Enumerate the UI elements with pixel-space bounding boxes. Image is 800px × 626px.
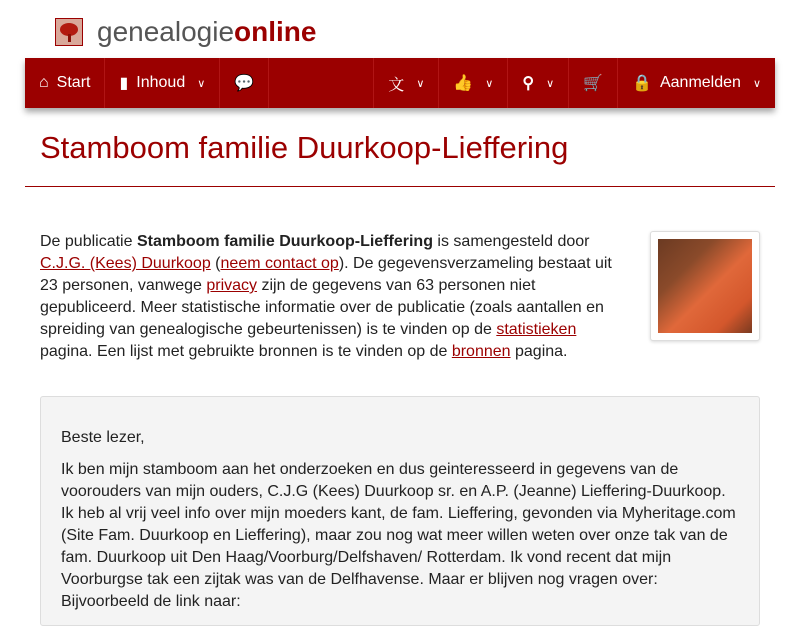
logo-text-genealogie: genealogie [97, 16, 235, 47]
lock-icon: 🔒 [632, 75, 652, 92]
title-divider [25, 186, 775, 187]
nav-login[interactable] [618, 58, 775, 108]
thumbs-up-icon: 👍 [453, 75, 474, 92]
nav-inhoud[interactable] [105, 58, 220, 108]
author-photo[interactable] [650, 231, 760, 341]
privacy-link[interactable]: privacy [206, 277, 258, 294]
intro-text: ). De gegevensverzameling bestaat uit 23 personen, vanwege [40, 255, 612, 294]
search-icon: ⚲ [522, 75, 535, 92]
chevron-down-icon: ∨ [546, 77, 555, 90]
nav-like[interactable] [439, 58, 508, 108]
book-icon: ▮ [119, 75, 129, 92]
nav-inhoud-label: Inhoud [136, 74, 186, 91]
translate-icon: 文 [388, 76, 405, 94]
message-greeting: Beste lezer, [61, 429, 145, 446]
intro-text: pagina. [510, 343, 568, 360]
logo-text-online: online [234, 16, 317, 47]
publication-intro [40, 231, 630, 363]
tree-logo-icon [55, 18, 83, 46]
statistics-link[interactable]: statistieken [496, 321, 577, 338]
intro-text: ( [210, 255, 221, 272]
chevron-down-icon: ∨ [416, 77, 425, 90]
nav-login-label: Aanmelden [659, 74, 741, 91]
author-message [40, 396, 760, 626]
page-title: Stamboom familie Duurkoop-Lieffering [40, 130, 569, 165]
nav-comments[interactable] [220, 58, 269, 108]
cart-icon: 🛒 [583, 75, 604, 92]
author-link[interactable]: C.J.G. (Kees) Duurkoop [40, 255, 211, 272]
intro-text: is samengesteld door [432, 233, 590, 250]
chevron-down-icon: ∨ [752, 77, 761, 90]
chevron-down-icon: ∨ [197, 77, 206, 90]
site-logo[interactable] [55, 16, 316, 48]
contact-link[interactable]: neem contact op [220, 255, 339, 272]
comments-icon: 💬 [234, 75, 255, 92]
home-icon: ⌂ [39, 74, 49, 91]
publication-name: Stamboom familie Duurkoop-Lieffering [136, 233, 433, 250]
intro-text: pagina. Een lijst met gebruikte bronnen is te vinden op de [40, 343, 452, 360]
author-photo-image [658, 239, 752, 333]
message-body: Ik ben mijn stamboom aan het onderzoeken en dus geinteresseerd in gegevens van de voorouders van mijn ouders, C.J.G (Kees) Duurkoop sr. en A.P. (Jeanne) Lieffering-Duurkoop. Ik heb al vrij veel info over mijn moeders kant, de fam. Lieffering, gevonden via Myheritage.com (Site Fam. Duurkoop en Lieffering), maar zou nog wat meer willen weten over onze tak van de fam. Duurkoop uit Den Haag/Voorburg/Delfshaven/ Rotterdam. Ik vond recent dat mijn Voorburgse tak een zijtak was van de Delfhavense. Maar er blijven nog vragen over: Bijvoorbeeld de link naar: [61, 461, 736, 610]
nav-search[interactable] [508, 58, 569, 108]
intro-text: De publicatie [40, 233, 137, 250]
chevron-down-icon: ∨ [485, 77, 494, 90]
intro-text: zijn de gegevens van 63 personen niet gepubliceerd. Meer statistische informatie over de publicatie (zoals aantallen en spreiding van genealogische gebeurtenissen) is te vinden op de [40, 277, 604, 338]
nav-cart[interactable] [569, 58, 618, 108]
nav-language[interactable] [374, 58, 439, 108]
main-nav [25, 58, 775, 108]
nav-start-label: Start [56, 74, 91, 91]
sources-link[interactable]: bronnen [451, 343, 511, 360]
nav-start[interactable] [25, 58, 105, 108]
nav-spacer [269, 58, 374, 108]
